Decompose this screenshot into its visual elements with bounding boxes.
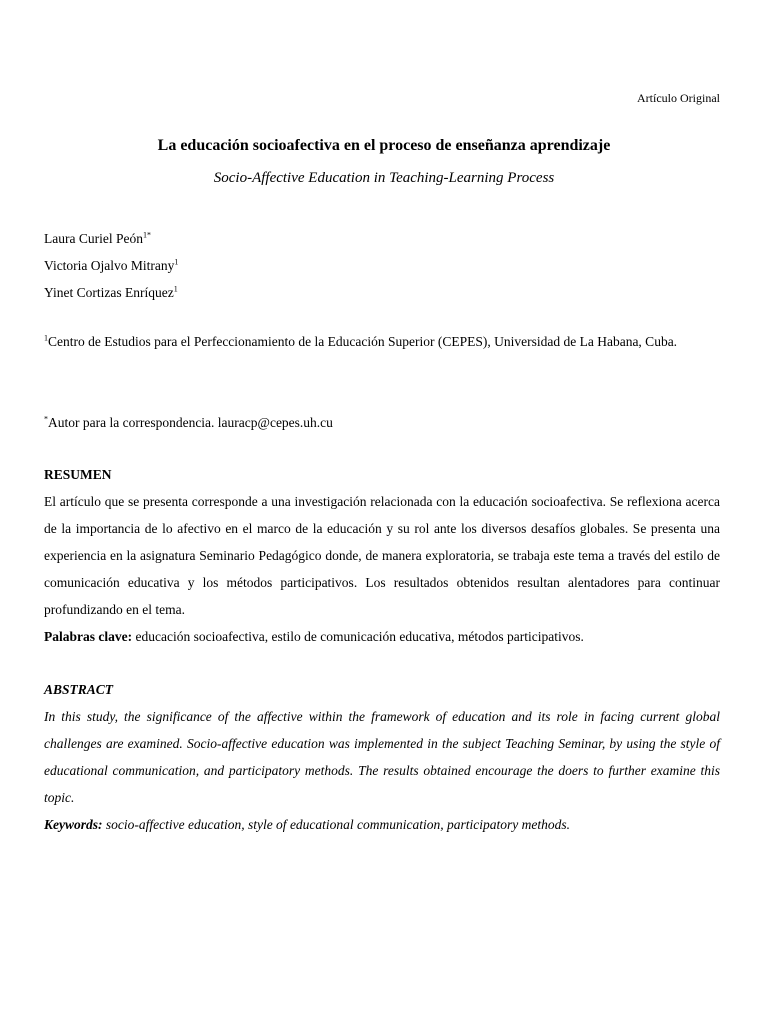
author-superscript: 1* xyxy=(142,230,151,240)
affiliation-superscript: 1 xyxy=(44,333,48,343)
author-item xyxy=(44,225,724,252)
correspondence-note xyxy=(44,409,720,436)
abstract-heading: ABSTRACT xyxy=(44,682,114,697)
author-list xyxy=(44,225,724,306)
abstract-keywords-text: socio-affective education, style of educational communication, participatory methods. xyxy=(102,817,571,832)
abstract-section xyxy=(44,676,720,838)
author-item xyxy=(44,279,724,306)
paper-subtitle: Socio-Affective Education in Teaching-Learning Process xyxy=(213,170,555,186)
paper-title: La educación socioafectiva en el proceso de enseñanza aprendizaje xyxy=(157,137,611,154)
author-item xyxy=(44,252,724,279)
abstract-keywords-label: Keywords: xyxy=(44,817,103,832)
affiliation xyxy=(44,328,720,355)
correspondence-text: Autor para la correspondencia. lauracp@cepes.uh.cu xyxy=(48,415,333,430)
abstract-keywords xyxy=(44,811,720,838)
article-type-label: Artículo Original xyxy=(637,91,720,105)
resumen-keywords-label: Palabras clave: xyxy=(44,629,133,644)
resumen-heading: RESUMEN xyxy=(44,467,112,482)
abstract-body: In this study, the significance of the affective within the framework of education and its role in facing current global challenges are examined. Socio-affective education was implemented in the subject Teaching Seminar, by using the style of educational communication, and participatory methods. The results obtained encourage the doers to further examine this topic. xyxy=(44,709,720,805)
resumen-section xyxy=(44,461,720,650)
author-superscript: 1 xyxy=(174,257,179,267)
author-name: Laura Curiel Peón xyxy=(44,231,143,246)
author-name: Victoria Ojalvo Mitrany xyxy=(44,258,175,273)
affiliation-text: Centro de Estudios para el Perfeccionamiento de la Educación Superior (CEPES), Universidad de La Habana, Cuba. xyxy=(48,334,678,349)
correspondence-superscript: * xyxy=(44,414,48,424)
resumen-keywords xyxy=(44,623,720,650)
author-name: Yinet Cortizas Enríquez xyxy=(44,285,174,300)
resumen-body: El artículo que se presenta corresponde a una investigación relacionada con la educación socioafectiva. Se reflexiona acerca de la importancia de lo afectivo en el marco de la educación y su rol ante los diversos desafíos globales. Se presenta una experiencia en la asignatura Seminario Pedagógico donde, de manera exploratoria, se trabaja este tema a través del estilo de comunicación educativa y los métodos participativos. Los resultados obtenidos resultan alentadores para continuar profundizando en el tema. xyxy=(44,494,720,617)
resumen-keywords-text: educación socioafectiva, estilo de comunicación educativa, métodos participativos. xyxy=(132,629,584,644)
author-superscript: 1 xyxy=(173,284,178,294)
